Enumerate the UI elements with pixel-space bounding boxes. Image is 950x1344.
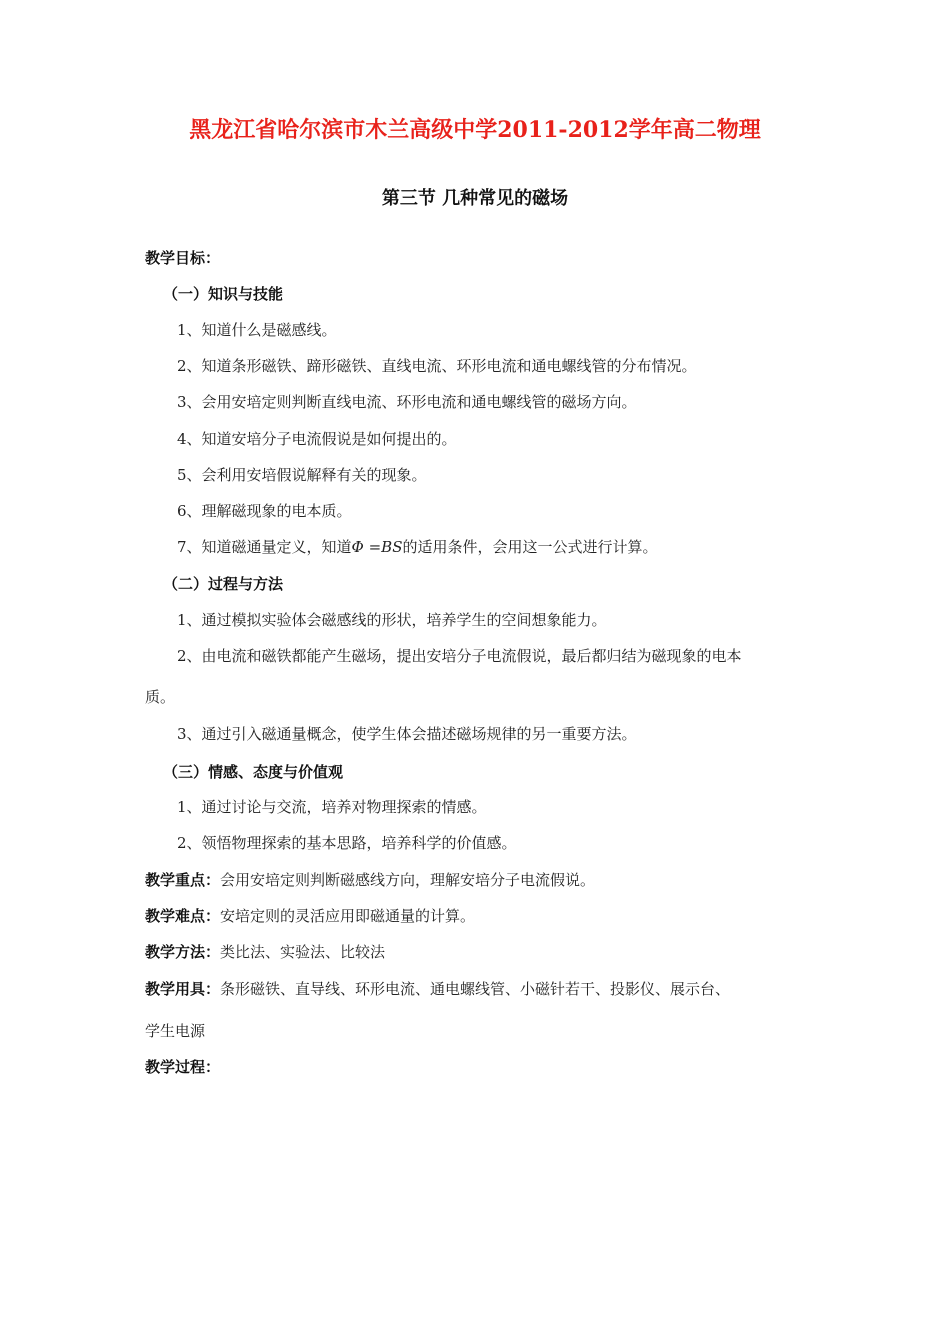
document-title: 黑龙江省哈尔滨市木兰高级中学2011-2012学年高二物理 <box>189 117 761 143</box>
difficulty-row <box>145 906 475 926</box>
tools-row <box>145 979 730 999</box>
knowledge-item: 2、知道条形磁铁、蹄形磁铁、直线电流、环形电流和通电螺线管的分布情况。 <box>177 357 697 375</box>
knowledge-item: 3、会用安培定则判断直线电流、环形电流和通电螺线管的磁场方向。 <box>177 393 637 411</box>
difficulty-text: 安培定则的灵活应用即磁通量的计算。 <box>220 907 476 925</box>
section-title: 第三节 几种常见的磁场 <box>381 188 569 209</box>
tools-text: 条形磁铁、直导线、环形电流、通电螺线管、小磁针若干、投影仪、展示台、 <box>220 980 731 998</box>
method-text: 类比法、实验法、比较法 <box>220 943 386 961</box>
process-section-heading: 教学过程： <box>145 1058 221 1076</box>
emotion-heading: （三）情感、态度与价值观 <box>163 763 344 781</box>
knowledge-item-7-before: 7、知道磁通量定义，知道 <box>177 538 352 556</box>
knowledge-heading: （一）知识与技能 <box>163 285 284 303</box>
knowledge-item-7 <box>177 537 658 557</box>
knowledge-item: 4、知道安培分子电流假说是如何提出的。 <box>177 430 457 448</box>
process-item: 2、由电流和磁铁都能产生磁场，提出安培分子电流假说，最后都归结为磁现象的电本 <box>177 647 742 665</box>
emotion-item: 2、领悟物理探索的基本思路，培养科学的价值感。 <box>177 834 517 852</box>
knowledge-item: 1、知道什么是磁感线。 <box>177 321 337 339</box>
objectives-heading: 教学目标： <box>145 249 221 267</box>
method-row <box>145 942 385 962</box>
knowledge-item: 5、会利用安培假说解释有关的现象。 <box>177 466 427 484</box>
method-label: 教学方法： <box>145 943 221 961</box>
process-item: 1、通过模拟实验体会磁感线的形状，培养学生的空间想象能力。 <box>177 611 607 629</box>
key-point-row <box>145 870 595 890</box>
difficulty-label: 教学难点： <box>145 907 221 925</box>
process-heading: （二）过程与方法 <box>163 575 284 593</box>
process-item-continued: 质。 <box>145 688 176 706</box>
key-point-text: 会用安培定则判断磁感线方向，理解安培分子电流假说。 <box>220 871 596 889</box>
knowledge-item-7-after: 的适用条件，会用这一公式进行计算。 <box>402 538 658 556</box>
flux-formula: Φ =BS <box>351 538 403 556</box>
tools-text-continued: 学生电源 <box>145 1022 206 1040</box>
emotion-item: 1、通过讨论与交流，培养对物理探索的情感。 <box>177 798 487 816</box>
process-item: 3、通过引入磁通量概念，使学生体会描述磁场规律的另一重要方法。 <box>177 725 637 743</box>
key-point-label: 教学重点： <box>145 871 221 889</box>
knowledge-item: 6、理解磁现象的电本质。 <box>177 502 352 520</box>
tools-label: 教学用具： <box>145 980 221 998</box>
